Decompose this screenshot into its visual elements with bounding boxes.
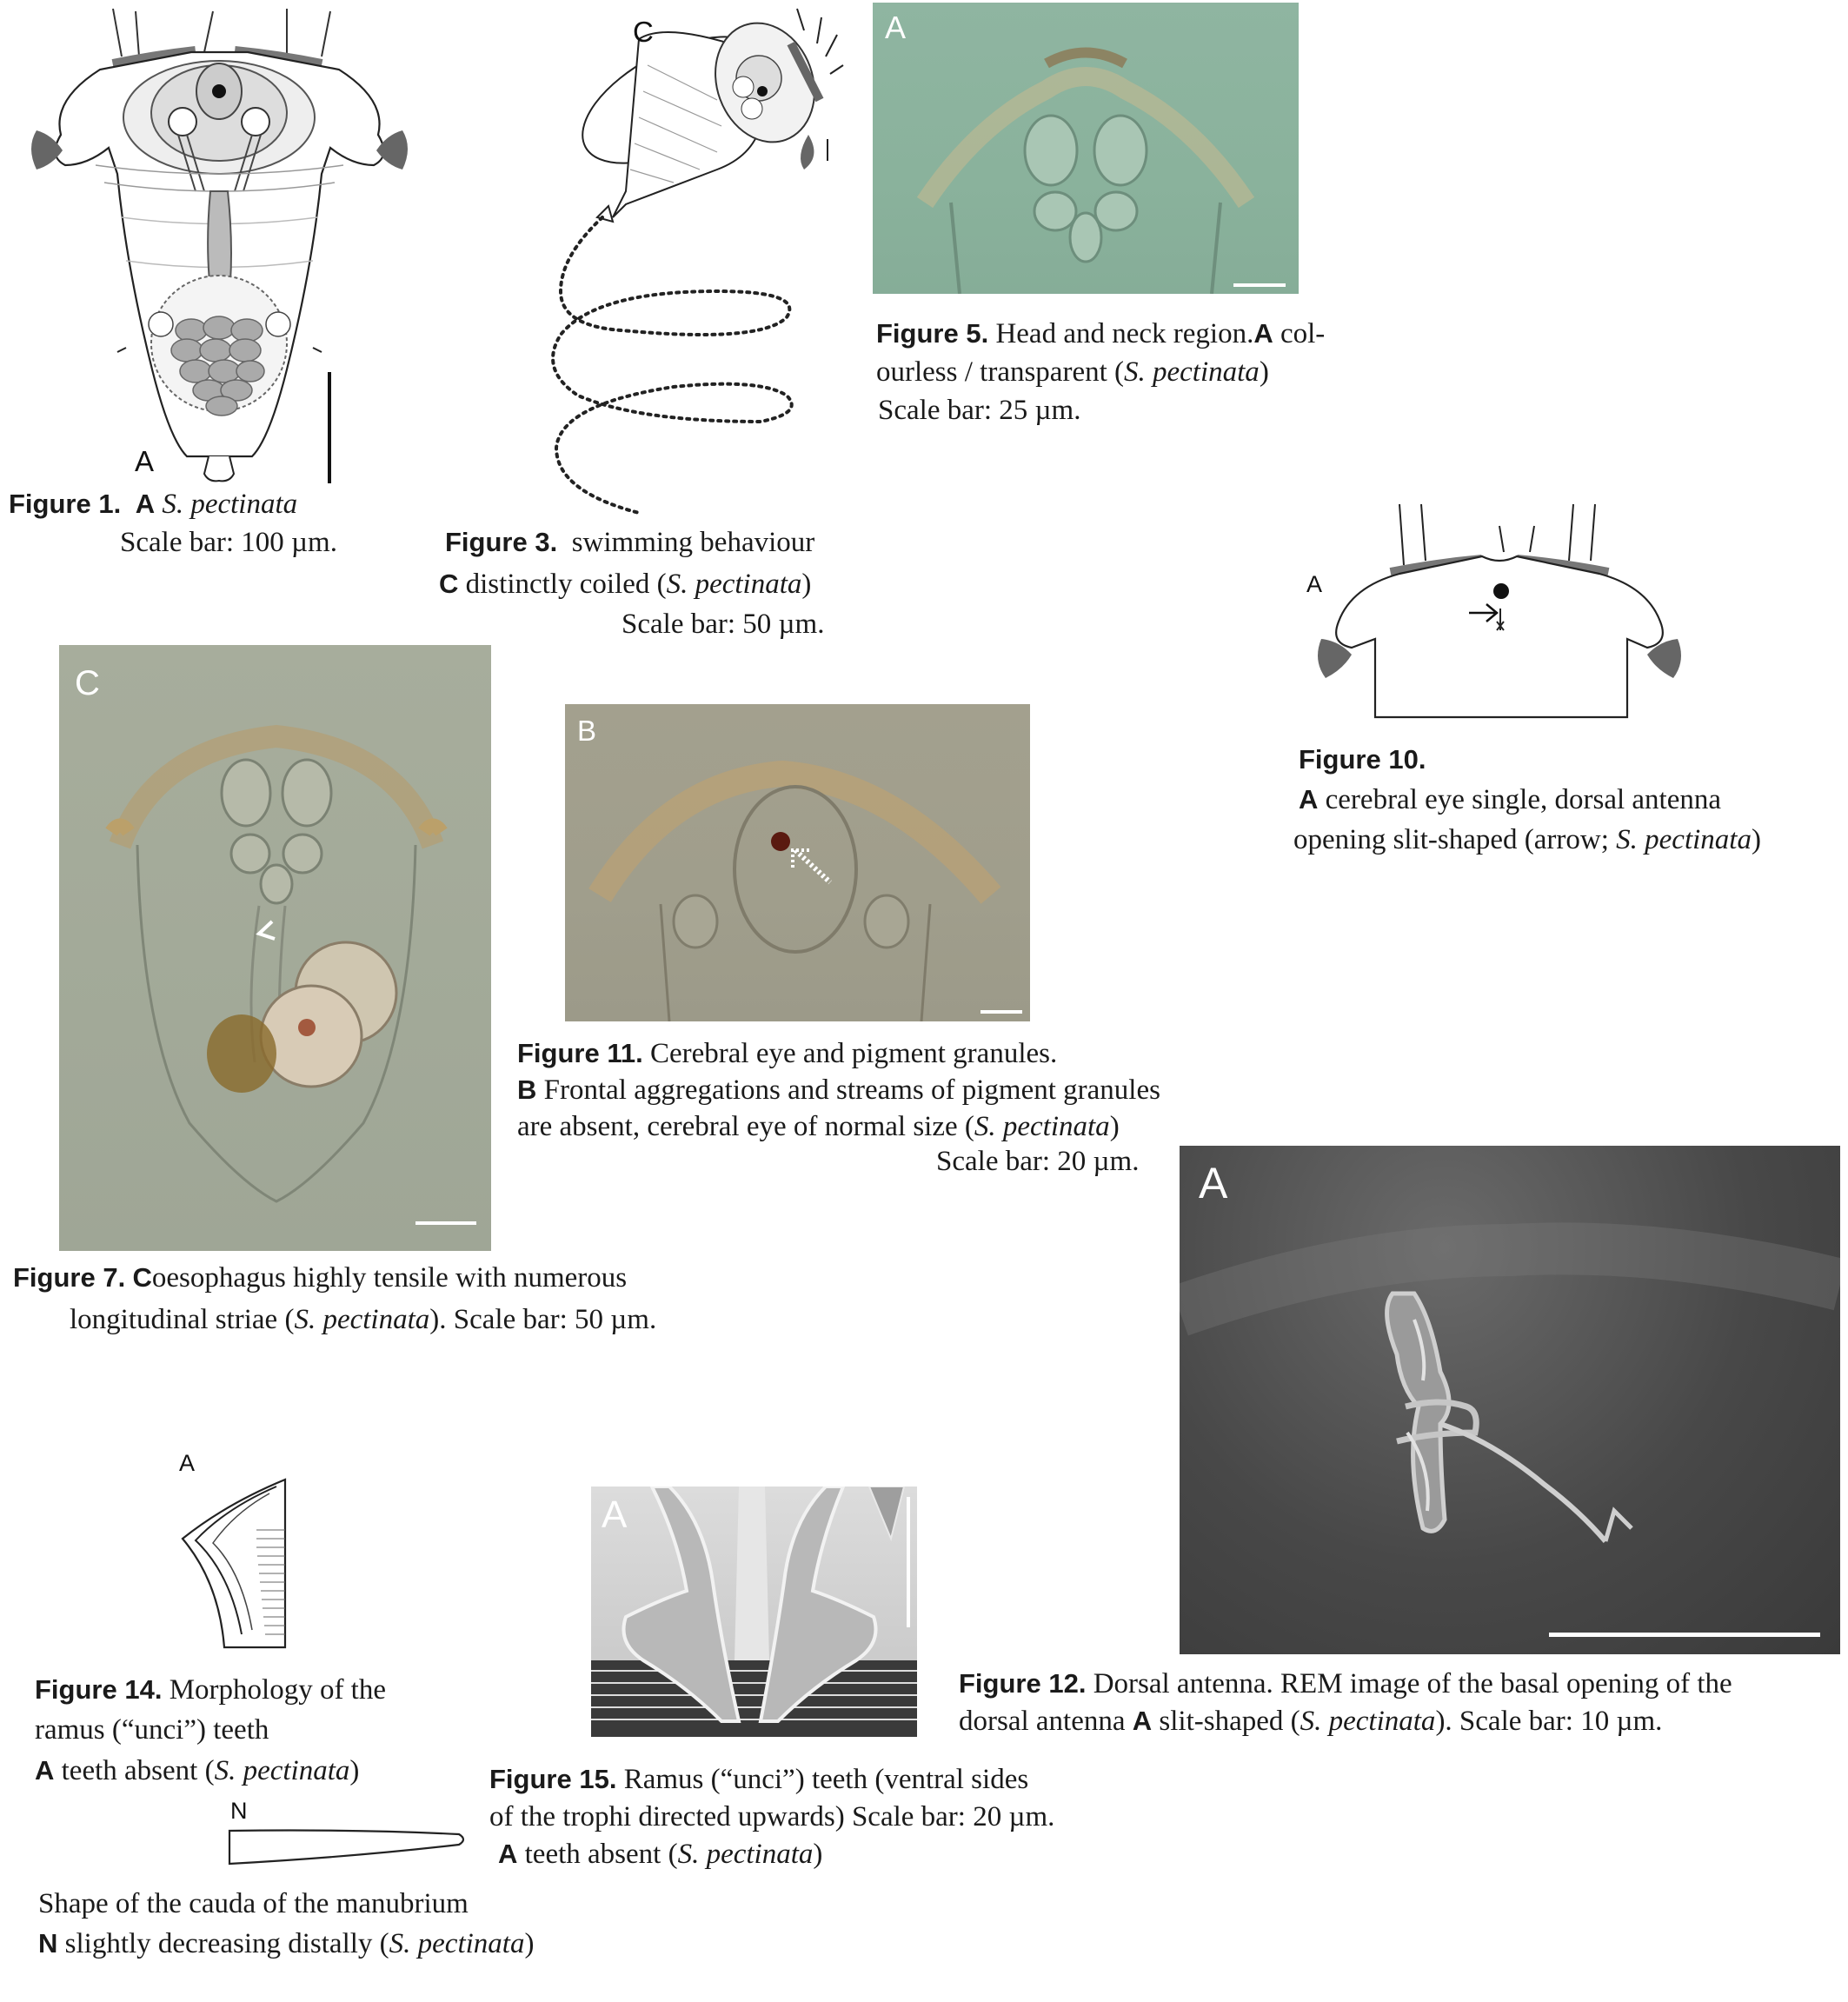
figure-15-title1: Ramus (“unci”) teeth (ventral sides	[623, 1764, 1029, 1795]
figure-5-caption-line1	[876, 315, 1325, 353]
figure-7-letter: C	[132, 1262, 152, 1293]
figure-12-desc2: dorsal antenna	[959, 1706, 1133, 1737]
figure-11-photo	[565, 704, 1030, 1021]
figure-12-title: Dorsal antenna. REM image of the basal opening of the	[1093, 1668, 1732, 1699]
figure-10-desc1: cerebral eye single, dorsal antenna	[1325, 784, 1722, 815]
figure-15-caption-line1	[489, 1760, 1028, 1799]
figure-14-drawing	[174, 1478, 296, 1652]
figure-10-caption-line1	[1299, 741, 1426, 779]
figure-11-caption-line3	[517, 1107, 1120, 1146]
figure-7-caption-line2	[70, 1300, 656, 1339]
figure-11-letter: B	[517, 1074, 537, 1105]
figure-1-scale: Scale bar: 100 µm.	[120, 527, 337, 558]
figure-14-desc: teeth absent (	[61, 1755, 215, 1786]
figure-1-letter: A	[135, 489, 156, 519]
figure-1-caption	[9, 485, 297, 523]
figure-12-photo-letter: A	[1199, 1159, 1228, 1207]
figure-10-label: Figure 10.	[1299, 744, 1426, 775]
figure-3-caption-line1	[445, 523, 814, 562]
figure-14-desc-end: )	[349, 1755, 360, 1786]
figure-14-cauda-caption	[38, 1925, 534, 1963]
figure-11-photo-letter: B	[577, 715, 597, 747]
figure-10-species: S. pectinata	[1616, 824, 1752, 855]
figure-3-scale: Scale bar: 50 µm.	[622, 609, 825, 640]
figure-11-title: Cerebral eye and pigment granules.	[649, 1038, 1058, 1069]
figure-14-cauda-drawing	[224, 1826, 468, 1867]
figure-7-photo	[59, 645, 491, 1251]
figure-1-label: Figure 1.	[9, 489, 122, 519]
figure-12-label: Figure 12.	[959, 1668, 1087, 1699]
figure-3-label: Figure 3.	[445, 527, 558, 557]
figure-15-photo	[591, 1487, 917, 1737]
figure-14-cauda-title: Shape of the cauda of the manubrium	[38, 1888, 469, 1919]
figure-5-desc2-end: )	[1259, 356, 1269, 388]
figure-15-photo-letter: A	[602, 1493, 628, 1536]
figure-1-scale-bar	[328, 372, 331, 483]
figure-14-species: S. pectinata	[214, 1755, 350, 1786]
figure-1-panel-letter: A	[135, 445, 155, 477]
figure-3-caption-line2	[439, 565, 811, 603]
figure-7-label: Figure 7.	[13, 1262, 126, 1293]
figure-10-panel-letter: A	[1306, 571, 1323, 597]
figure-10-drawing	[1304, 500, 1695, 722]
figure-11-desc2: are absent, cerebral eye of normal size (	[517, 1111, 974, 1142]
figure-5-scale-bar	[1233, 283, 1286, 287]
figure-11-scale: Scale bar: 20 µm.	[936, 1146, 1140, 1177]
figure-15-caption-line3	[498, 1835, 822, 1873]
figure-1-species: S. pectinata	[162, 489, 298, 520]
figure-3-title: swimming behaviour	[571, 527, 815, 558]
figure-7-caption-line1	[13, 1259, 627, 1297]
figure-5-scale: Scale bar: 25 µm.	[878, 395, 1081, 426]
figure-12-desc2b: slit-shaped (	[1159, 1706, 1300, 1737]
figure-10-caption-line3	[1293, 821, 1761, 859]
figure-14-letter-n: N	[38, 1928, 58, 1959]
figure-7-species: S. pectinata	[294, 1304, 430, 1335]
figure-3-panel-letter: C	[633, 16, 654, 48]
figure-12-letter: A	[1132, 1706, 1153, 1736]
figure-15-title2: of the trophi directed upwards) Scale bar: 20 µm.	[489, 1801, 1055, 1832]
figure-11-species: S. pectinata	[974, 1111, 1110, 1142]
figure-5-desc2: ourless / transparent (	[876, 356, 1124, 388]
figure-15-scale-bar	[907, 1497, 910, 1627]
figure-11-label: Figure 11.	[517, 1038, 643, 1068]
figure-10-caption-line2	[1299, 781, 1721, 819]
figure-12-photo	[1180, 1146, 1840, 1654]
figure-12-desc2-end: ). Scale bar: 10 µm.	[1435, 1706, 1663, 1737]
figure-11-caption-line2	[517, 1071, 1160, 1109]
figure-7-photo-letter: C	[75, 664, 100, 702]
figure-7-desc2-end: ). Scale bar: 50 µm.	[429, 1304, 657, 1335]
figure-1-drawing	[26, 4, 435, 487]
figure-14-cauda-end: )	[524, 1928, 535, 1959]
figure-15-species: S. pectinata	[677, 1839, 814, 1870]
figure-5-species: S. pectinata	[1124, 356, 1260, 388]
figure-14-caption-line1	[35, 1671, 386, 1709]
figure-10-letter: A	[1299, 784, 1319, 815]
figure-12-caption-line2	[959, 1702, 1662, 1740]
figure-12-scale-bar	[1549, 1633, 1820, 1637]
figure-5-photo	[873, 3, 1299, 294]
figure-15-letter: A	[498, 1839, 518, 1869]
figure-14-title2: ramus (“unci”) teeth	[35, 1714, 269, 1746]
figure-3-desc: distinctly coiled (	[465, 569, 667, 600]
figure-14-label: Figure 14.	[35, 1674, 163, 1705]
figure-14-cauda-panel-letter: N	[230, 1798, 248, 1824]
figure-3-drawing	[543, 4, 856, 517]
figure-5-title: Head and neck region.	[995, 318, 1254, 349]
figure-11-scale-bar	[981, 1010, 1022, 1014]
figure-5-photo-letter: A	[885, 10, 907, 45]
figure-5-caption-line2	[876, 353, 1269, 391]
figure-14-title1: Morphology of the	[169, 1674, 386, 1706]
figure-7-desc2: longitudinal striae (	[70, 1304, 295, 1335]
figure-12-caption-line1	[959, 1665, 1732, 1703]
figure-14-letter: A	[35, 1755, 55, 1786]
figure-7-desc1: oesophagus highly tensile with numerous	[151, 1262, 628, 1294]
figure-14-caption-line3	[35, 1752, 359, 1790]
figure-11-desc2-end: )	[1109, 1111, 1120, 1142]
figure-5-letter: A	[1253, 318, 1273, 349]
figure-11-caption-line1	[517, 1034, 1057, 1073]
figure-7-scale-bar	[415, 1221, 476, 1225]
figure-5-desc1: col-	[1280, 318, 1326, 349]
figure-14-panel-letter: A	[179, 1450, 196, 1476]
figure-14-cauda-species: S. pectinata	[389, 1928, 525, 1959]
figure-3-species: S. pectinata	[666, 569, 802, 600]
figure-10-desc2: opening slit-shaped (arrow;	[1293, 824, 1617, 855]
figure-15-desc-end: )	[813, 1839, 823, 1870]
figure-3-letter: C	[439, 569, 459, 599]
figure-3-desc-end: )	[801, 569, 812, 600]
figure-11-desc1: Frontal aggregations and streams of pigment granules	[543, 1074, 1160, 1106]
figure-5-label: Figure 5.	[876, 318, 989, 349]
figure-10-desc2-end: )	[1751, 824, 1761, 855]
figure-15-label: Figure 15.	[489, 1764, 617, 1794]
figure-12-species: S. pectinata	[1300, 1706, 1436, 1737]
figure-15-desc: teeth absent (	[524, 1839, 678, 1870]
figure-14-cauda-desc: slightly decreasing distally (	[64, 1928, 389, 1959]
